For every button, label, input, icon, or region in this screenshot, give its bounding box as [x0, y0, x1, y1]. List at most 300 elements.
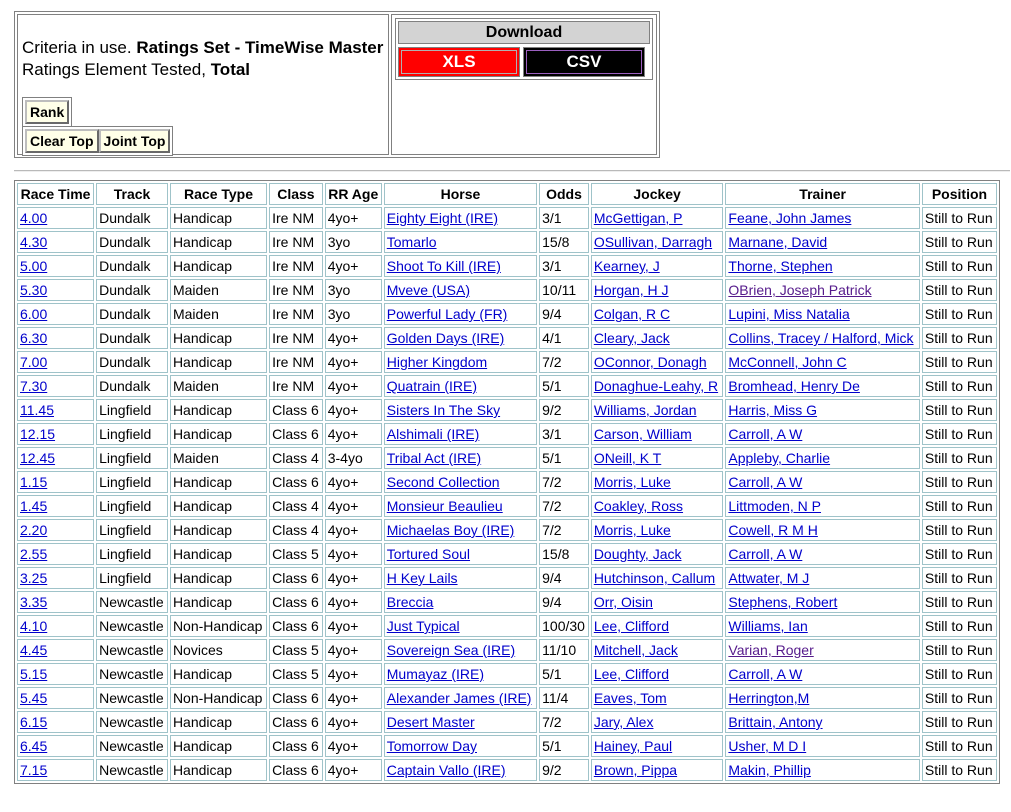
race-time-link[interactable]: 5.00 — [20, 258, 48, 274]
class-cell: Class 6 — [269, 711, 323, 733]
race-time-link[interactable]: 6.00 — [20, 306, 48, 322]
table-row — [17, 303, 997, 325]
column-header-trainer: Trainer — [725, 183, 920, 205]
race-time-cell — [17, 423, 94, 445]
jockey-cell — [591, 423, 724, 445]
horse-cell — [384, 591, 537, 613]
trainer-link[interactable]: Stephens, Robert — [728, 594, 838, 610]
track-cell: Dundalk — [96, 327, 168, 349]
race-time-link[interactable]: 4.10 — [20, 618, 48, 634]
race-time-link[interactable]: 7.15 — [20, 762, 48, 778]
jockey-link[interactable]: Williams, Jordan — [593, 402, 697, 418]
race-time-cell — [17, 711, 94, 733]
class-cell: Class 6 — [269, 735, 323, 757]
trainer-cell — [725, 471, 920, 493]
horse-cell — [384, 759, 537, 781]
criteria-panel — [14, 11, 660, 158]
track-cell: Dundalk — [96, 375, 168, 397]
position-cell: Still to Run — [922, 639, 997, 661]
rr-age-cell: 4yo+ — [325, 615, 382, 637]
jockey-link[interactable]: Cleary, Jack — [593, 330, 670, 346]
odds-cell: 4/1 — [539, 327, 589, 349]
race-time-link[interactable]: 5.15 — [20, 666, 48, 682]
horse-link[interactable]: Desert Master — [386, 714, 475, 730]
table-row — [17, 447, 997, 469]
horse-cell — [384, 255, 537, 277]
race-type-cell: Handicap — [170, 735, 267, 757]
rr-age-cell: 4yo+ — [325, 375, 382, 397]
jockey-cell — [591, 303, 724, 325]
jockey-cell — [591, 279, 724, 301]
jockey-link[interactable]: Hutchinson, Callum — [593, 570, 716, 586]
odds-cell: 100/30 — [539, 615, 589, 637]
race-time-cell — [17, 639, 94, 661]
track-cell: Newcastle — [96, 759, 168, 781]
horse-cell — [384, 663, 537, 685]
column-header-track: Track — [96, 183, 168, 205]
class-cell: Ire NM — [269, 375, 323, 397]
race-type-cell: Handicap — [170, 591, 267, 613]
class-cell: Class 4 — [269, 447, 323, 469]
class-cell: Class 6 — [269, 615, 323, 637]
criteria-ratings-set-value: Ratings Set - TimeWise Master — [136, 38, 384, 57]
track-cell: Newcastle — [96, 591, 168, 613]
jockey-link[interactable]: Doughty, Jack — [593, 546, 682, 562]
race-type-cell: Handicap — [170, 255, 267, 277]
rr-age-cell: 4yo+ — [325, 639, 382, 661]
race-time-cell — [17, 447, 94, 469]
horse-link[interactable]: Sisters In The Sky — [386, 402, 501, 418]
race-time-cell — [17, 375, 94, 397]
class-cell: Ire NM — [269, 207, 323, 229]
rr-age-cell: 4yo+ — [325, 735, 382, 757]
class-cell: Class 5 — [269, 663, 323, 685]
track-cell: Newcastle — [96, 711, 168, 733]
top-buttons-box — [22, 126, 173, 156]
trainer-cell — [725, 399, 920, 421]
race-time-link[interactable]: 11.45 — [20, 402, 54, 418]
position-cell: Still to Run — [922, 399, 997, 421]
rr-age-cell: 4yo+ — [325, 687, 382, 709]
race-time-link[interactable]: 7.30 — [20, 378, 48, 394]
position-cell: Still to Run — [922, 735, 997, 757]
position-cell: Still to Run — [922, 423, 997, 445]
trainer-cell — [725, 303, 920, 325]
rr-age-cell: 4yo+ — [325, 543, 382, 565]
column-header-rr-age: RR Age — [325, 183, 382, 205]
table-row — [17, 279, 997, 301]
trainer-link[interactable]: Makin, Phillip — [728, 762, 811, 778]
jockey-cell — [591, 591, 724, 613]
trainer-cell — [725, 519, 920, 541]
trainer-link[interactable]: Harris, Miss G — [728, 402, 818, 418]
rr-age-cell: 4yo+ — [325, 471, 382, 493]
track-cell: Newcastle — [96, 735, 168, 757]
odds-cell: 10/11 — [539, 279, 589, 301]
jockey-cell — [591, 687, 724, 709]
jockey-link[interactable]: Eaves, Tom — [593, 690, 667, 706]
jockey-cell — [591, 471, 724, 493]
horse-link[interactable]: Breccia — [386, 594, 434, 610]
race-time-cell — [17, 207, 94, 229]
odds-cell: 9/2 — [539, 759, 589, 781]
class-cell: Class 4 — [269, 519, 323, 541]
trainer-link[interactable]: Lupini, Miss Natalia — [728, 306, 850, 322]
track-cell: Lingfield — [96, 567, 168, 589]
position-cell: Still to Run — [922, 567, 997, 589]
track-cell: Lingfield — [96, 495, 168, 517]
jockey-cell — [591, 495, 724, 517]
horse-link[interactable]: Tribal Act (IRE) — [386, 450, 482, 466]
jockey-link[interactable]: Mitchell, Jack — [593, 642, 678, 658]
trainer-link[interactable]: OBrien, Joseph Patrick — [728, 282, 872, 298]
position-cell: Still to Run — [922, 591, 997, 613]
horse-cell — [384, 303, 537, 325]
horse-cell — [384, 207, 537, 229]
rank-button-box — [22, 97, 72, 127]
track-cell: Dundalk — [96, 207, 168, 229]
race-time-cell — [17, 495, 94, 517]
race-type-cell: Handicap — [170, 495, 267, 517]
trainer-cell — [725, 639, 920, 661]
race-time-link[interactable]: 4.45 — [20, 642, 48, 658]
table-row — [17, 471, 997, 493]
trainer-link[interactable]: Marnane, David — [728, 234, 828, 250]
table-row — [17, 327, 997, 349]
race-time-link[interactable]: 6.30 — [20, 330, 48, 346]
table-row — [17, 711, 997, 733]
jockey-cell — [591, 447, 724, 469]
column-header-position: Position — [922, 183, 997, 205]
position-cell: Still to Run — [922, 351, 997, 373]
odds-cell: 7/2 — [539, 519, 589, 541]
jockey-cell — [591, 351, 724, 373]
trainer-link[interactable]: Carroll, A W — [728, 666, 803, 682]
position-cell: Still to Run — [922, 759, 997, 781]
race-time-link[interactable]: 5.30 — [20, 282, 48, 298]
class-cell: Ire NM — [269, 351, 323, 373]
class-cell: Class 5 — [269, 543, 323, 565]
trainer-link[interactable]: Varian, Roger — [728, 642, 814, 658]
table-row — [17, 591, 997, 613]
table-row — [17, 231, 997, 253]
download-xls-button[interactable]: XLS — [398, 47, 520, 77]
position-cell: Still to Run — [922, 207, 997, 229]
trainer-link[interactable]: Williams, Ian — [728, 618, 808, 634]
race-time-link[interactable]: 3.35 — [20, 594, 48, 610]
trainer-cell — [725, 663, 920, 685]
horse-link[interactable]: Golden Days (IRE) — [386, 330, 505, 346]
table-row — [17, 687, 997, 709]
trainer-link[interactable]: Attwater, M J — [728, 570, 810, 586]
jockey-cell — [591, 567, 724, 589]
jockey-link[interactable]: Coakley, Ross — [593, 498, 684, 514]
horse-link[interactable]: Quatrain (IRE) — [386, 378, 477, 394]
horse-link[interactable]: Mumayaz (IRE) — [386, 666, 484, 682]
horse-link[interactable]: Tomorrow Day — [386, 738, 477, 754]
jockey-link[interactable]: OConnor, Donagh — [593, 354, 707, 370]
race-time-link[interactable]: 4.30 — [20, 234, 48, 250]
table-row — [17, 375, 997, 397]
jockey-cell — [591, 543, 724, 565]
trainer-link[interactable]: Carroll, A W — [728, 474, 803, 490]
trainer-link[interactable]: Littmoden, N P — [728, 498, 821, 514]
horse-cell — [384, 327, 537, 349]
criteria-ratings-element — [22, 59, 388, 81]
rr-age-cell: 4yo+ — [325, 519, 382, 541]
track-cell: Dundalk — [96, 303, 168, 325]
odds-cell: 7/2 — [539, 495, 589, 517]
horse-cell — [384, 279, 537, 301]
position-cell: Still to Run — [922, 615, 997, 637]
jockey-cell — [591, 711, 724, 733]
clear-top-button[interactable]: Clear Top — [25, 129, 99, 153]
horse-cell — [384, 735, 537, 757]
horse-link[interactable]: Just Typical — [386, 618, 460, 634]
table-row — [17, 399, 997, 421]
trainer-link[interactable]: McConnell, John C — [728, 354, 847, 370]
odds-cell: 11/10 — [539, 639, 589, 661]
table-row — [17, 567, 997, 589]
race-time-link[interactable]: 7.00 — [20, 354, 48, 370]
trainer-link[interactable]: Feane, John James — [728, 210, 852, 226]
trainer-link[interactable]: Carroll, A W — [728, 546, 803, 562]
race-time-link[interactable]: 5.45 — [20, 690, 48, 706]
class-cell: Class 6 — [269, 591, 323, 613]
rank-button[interactable]: Rank — [25, 100, 69, 124]
download-panel — [395, 18, 653, 80]
rr-age-cell: 4yo+ — [325, 711, 382, 733]
horse-link[interactable]: Michaelas Boy (IRE) — [386, 522, 515, 538]
results-table — [14, 180, 1000, 784]
rr-age-cell: 4yo+ — [325, 255, 382, 277]
table-row — [17, 519, 997, 541]
race-time-cell — [17, 759, 94, 781]
trainer-cell — [725, 615, 920, 637]
horse-link[interactable]: Alexander James (IRE) — [386, 690, 532, 706]
class-cell: Class 6 — [269, 471, 323, 493]
race-time-link[interactable]: 6.15 — [20, 714, 48, 730]
odds-cell: 7/2 — [539, 711, 589, 733]
horse-link[interactable]: Higher Kingdom — [386, 354, 488, 370]
race-time-cell — [17, 687, 94, 709]
odds-cell: 9/4 — [539, 591, 589, 613]
rr-age-cell: 4yo+ — [325, 351, 382, 373]
jockey-link[interactable]: McGettigan, P — [593, 210, 683, 226]
race-time-cell — [17, 567, 94, 589]
download-csv-button[interactable]: CSV — [523, 47, 645, 77]
race-time-link[interactable]: 1.45 — [20, 498, 48, 514]
jockey-link[interactable]: Morris, Luke — [593, 522, 671, 538]
trainer-cell — [725, 495, 920, 517]
jockey-link[interactable]: Donaghue-Leahy, R — [593, 378, 719, 394]
horse-cell — [384, 567, 537, 589]
position-cell: Still to Run — [922, 303, 997, 325]
position-cell: Still to Run — [922, 279, 997, 301]
jockey-cell — [591, 519, 724, 541]
jockey-link[interactable]: Orr, Oisin — [593, 594, 653, 610]
race-time-cell — [17, 351, 94, 373]
race-type-cell: Handicap — [170, 399, 267, 421]
race-time-cell — [17, 471, 94, 493]
trainer-link[interactable]: Bromhead, Henry De — [728, 378, 860, 394]
horse-link[interactable]: Eighty Eight (IRE) — [386, 210, 499, 226]
race-type-cell: Handicap — [170, 423, 267, 445]
column-header-race-time: Race Time — [17, 183, 94, 205]
trainer-link[interactable]: Cowell, R M H — [728, 522, 818, 538]
race-time-link[interactable]: 12.15 — [20, 426, 56, 442]
criteria-ratings-set-label: Criteria in use. — [22, 38, 137, 57]
trainer-link[interactable]: Herrington,M — [728, 690, 810, 706]
class-cell: Class 5 — [269, 639, 323, 661]
horse-link[interactable]: Alshimali (IRE) — [386, 426, 480, 442]
rr-age-cell: 3yo — [325, 231, 382, 253]
jockey-cell — [591, 615, 724, 637]
jockey-cell — [591, 639, 724, 661]
trainer-cell — [725, 327, 920, 349]
horse-cell — [384, 639, 537, 661]
jockey-link[interactable]: Lee, Clifford — [593, 666, 670, 682]
race-time-link[interactable]: 1.15 — [20, 474, 48, 490]
race-time-cell — [17, 735, 94, 757]
jockey-link[interactable]: Lee, Clifford — [593, 618, 670, 634]
trainer-cell — [725, 735, 920, 757]
jockey-link[interactable]: Morris, Luke — [593, 474, 671, 490]
rr-age-cell: 4yo+ — [325, 759, 382, 781]
odds-cell: 11/4 — [539, 687, 589, 709]
criteria-cell — [17, 14, 389, 155]
criteria-ratings-element-label: Ratings Element Tested, — [22, 60, 211, 79]
position-cell: Still to Run — [922, 711, 997, 733]
class-cell: Ire NM — [269, 303, 323, 325]
jockey-link[interactable]: Kearney, J — [593, 258, 660, 274]
race-time-cell — [17, 399, 94, 421]
horse-cell — [384, 375, 537, 397]
race-type-cell: Handicap — [170, 351, 267, 373]
horse-link[interactable]: Shoot To Kill (IRE) — [386, 258, 501, 274]
track-cell: Dundalk — [96, 255, 168, 277]
table-row — [17, 735, 997, 757]
position-cell: Still to Run — [922, 687, 997, 709]
jockey-link[interactable]: OSullivan, Darragh — [593, 234, 713, 250]
trainer-cell — [725, 543, 920, 565]
race-time-link[interactable]: 6.45 — [20, 738, 48, 754]
odds-cell: 9/4 — [539, 303, 589, 325]
race-type-cell: Non-Handicap — [170, 687, 267, 709]
download-cell — [391, 14, 657, 155]
jockey-link[interactable]: Jary, Alex — [593, 714, 654, 730]
race-type-cell: Handicap — [170, 519, 267, 541]
race-type-cell: Handicap — [170, 207, 267, 229]
race-time-link[interactable]: 3.25 — [20, 570, 48, 586]
track-cell: Newcastle — [96, 615, 168, 637]
class-cell: Ire NM — [269, 231, 323, 253]
table-row — [17, 351, 997, 373]
table-row — [17, 255, 997, 277]
odds-cell: 7/2 — [539, 471, 589, 493]
race-time-cell — [17, 519, 94, 541]
horse-link[interactable]: Second Collection — [386, 474, 500, 490]
rr-age-cell: 4yo+ — [325, 567, 382, 589]
table-row — [17, 663, 997, 685]
rr-age-cell: 4yo+ — [325, 663, 382, 685]
trainer-cell — [725, 231, 920, 253]
download-buttons — [398, 47, 650, 77]
position-cell: Still to Run — [922, 519, 997, 541]
horse-link[interactable]: Sovereign Sea (IRE) — [386, 642, 516, 658]
horse-link[interactable]: Tortured Soul — [386, 546, 471, 562]
trainer-cell — [725, 711, 920, 733]
race-time-link[interactable]: 2.55 — [20, 546, 48, 562]
horse-link[interactable]: H Key Lails — [386, 570, 458, 586]
table-row — [17, 423, 997, 445]
trainer-link[interactable]: Usher, M D I — [728, 738, 807, 754]
race-time-cell — [17, 327, 94, 349]
trainer-link[interactable]: Carroll, A W — [728, 426, 803, 442]
horse-cell — [384, 711, 537, 733]
jockey-cell — [591, 735, 724, 757]
race-time-link[interactable]: 12.45 — [20, 450, 56, 466]
odds-cell: 5/1 — [539, 663, 589, 685]
trainer-cell — [725, 279, 920, 301]
race-time-link[interactable]: 4.00 — [20, 210, 48, 226]
horse-link[interactable]: Captain Vallo (IRE) — [386, 762, 506, 778]
track-cell: Dundalk — [96, 279, 168, 301]
rr-age-cell: 3yo — [325, 303, 382, 325]
horse-link[interactable]: Mveve (USA) — [386, 282, 470, 298]
track-cell: Lingfield — [96, 543, 168, 565]
odds-cell: 3/1 — [539, 255, 589, 277]
race-type-cell: Handicap — [170, 471, 267, 493]
trainer-link[interactable]: Brittain, Antony — [728, 714, 823, 730]
trainer-cell — [725, 591, 920, 613]
jockey-link[interactable]: Horgan, H J — [593, 282, 669, 298]
joint-top-button[interactable]: Joint Top — [99, 129, 171, 153]
race-time-link[interactable]: 2.20 — [20, 522, 48, 538]
horse-cell — [384, 687, 537, 709]
horse-cell — [384, 471, 537, 493]
column-header-class: Class — [269, 183, 323, 205]
trainer-link[interactable]: Appleby, Charlie — [728, 450, 831, 466]
jockey-cell — [591, 759, 724, 781]
jockey-link[interactable]: ONeill, K T — [593, 450, 662, 466]
horse-link[interactable]: Monsieur Beaulieu — [386, 498, 503, 514]
horse-cell — [384, 519, 537, 541]
race-time-cell — [17, 231, 94, 253]
odds-cell: 3/1 — [539, 207, 589, 229]
jockey-link[interactable]: Carson, William — [593, 426, 692, 442]
jockey-link[interactable]: Colgan, R C — [593, 306, 671, 322]
jockey-cell — [591, 255, 724, 277]
trainer-link[interactable]: Collins, Tracey / Halford, Mick — [728, 330, 914, 346]
jockey-link[interactable]: Brown, Pippa — [593, 762, 678, 778]
horse-link[interactable]: Tomarlo — [386, 234, 437, 250]
class-cell: Class 4 — [269, 495, 323, 517]
horse-link[interactable]: Powerful Lady (FR) — [386, 306, 508, 322]
class-cell: Ire NM — [269, 279, 323, 301]
results-table-head — [17, 183, 997, 205]
column-header-horse: Horse — [384, 183, 537, 205]
odds-cell: 5/1 — [539, 447, 589, 469]
class-cell: Class 6 — [269, 399, 323, 421]
horse-cell — [384, 543, 537, 565]
trainer-link[interactable]: Thorne, Stephen — [728, 258, 833, 274]
track-cell: Lingfield — [96, 519, 168, 541]
jockey-link[interactable]: Hainey, Paul — [593, 738, 673, 754]
odds-cell: 5/1 — [539, 375, 589, 397]
race-type-cell: Handicap — [170, 543, 267, 565]
rr-age-cell: 4yo+ — [325, 327, 382, 349]
